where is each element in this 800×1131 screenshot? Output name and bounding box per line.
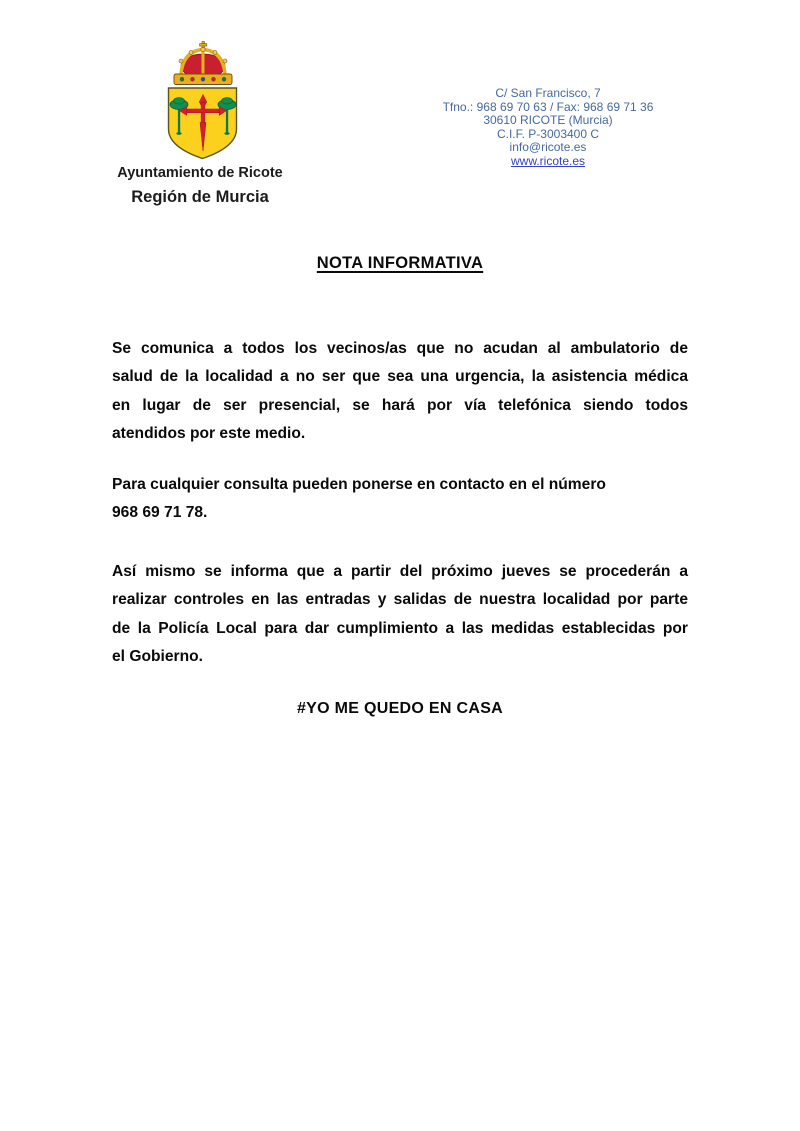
paragraph-ambulatorio xyxy=(112,335,688,448)
paragraph-controles-policia xyxy=(112,558,688,671)
contact-cif: C.I.F. P-3003400 C xyxy=(496,126,600,141)
contact-phone-fax: Tfno.: 968 69 70 63 / Fax: 968 69 71 36 xyxy=(442,99,654,114)
text-line: en lugar de ser presencial, se hará por vía telefónica siendo todos xyxy=(112,396,688,414)
text-line: realizar controles en las entradas y salidas de nuestra localidad por parte xyxy=(112,591,688,609)
contact-block xyxy=(398,87,698,168)
text-line: salud de la localidad a no ser que sea una urgencia, la asistencia médica xyxy=(112,368,688,386)
paragraph-telefono-consulta xyxy=(112,471,688,528)
document-title-text: NOTA INFORMATIVA xyxy=(316,254,484,272)
contact-address: C/ San Francisco, 7 xyxy=(495,86,601,100)
text-line: Así mismo se informa que a partir del próximo jueves se procederán a xyxy=(112,563,688,580)
text-line: el Gobierno. xyxy=(112,648,203,666)
website-link[interactable]: www.ricote.es xyxy=(510,153,586,168)
website-line xyxy=(398,155,698,169)
text-line: atendidos por este medio. xyxy=(112,425,306,443)
text-line: de la Policía Local para dar cumplimiento a las medidas establecidas por xyxy=(112,619,688,637)
contact-email: info@ricote.es xyxy=(509,140,587,154)
text-line: Se comunica a todos los vecinos/as que no acudan al ambulatorio de xyxy=(112,340,688,357)
ricote-coat-of-arms-icon xyxy=(166,41,242,161)
document-title xyxy=(0,254,800,273)
crown-icon xyxy=(174,42,232,85)
coat-of-arms-svg xyxy=(166,41,242,161)
contact-postal-city: 30610 RICOTE (Murcia) xyxy=(483,113,613,127)
text-line: Para cualquier consulta pueden ponerse en contacto en el número xyxy=(112,476,606,493)
org-region: Región de Murcia xyxy=(131,188,269,206)
org-name: Ayuntamiento de Ricote xyxy=(117,165,283,181)
text-line: 968 69 71 78. xyxy=(112,504,208,522)
hashtag-slogan: #YO ME QUEDO EN CASA xyxy=(296,700,504,717)
